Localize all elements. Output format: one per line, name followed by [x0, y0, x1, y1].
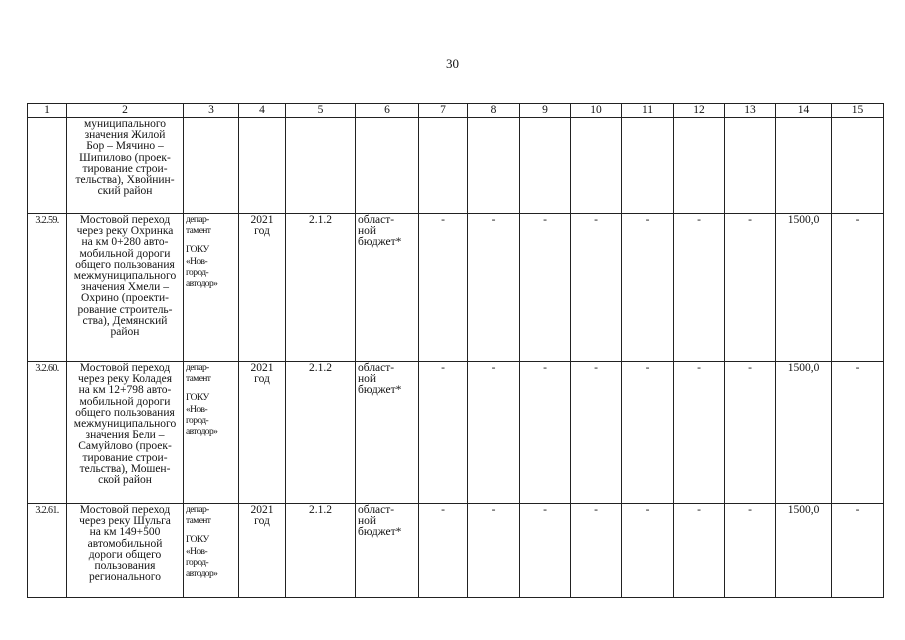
- executor: [184, 214, 239, 362]
- header-cell: 14: [776, 104, 832, 118]
- value-cell: -: [571, 362, 622, 504]
- continuation-row: [28, 118, 884, 214]
- page-number: 30: [446, 56, 459, 71]
- empty-cell: [571, 118, 622, 214]
- table-row: [28, 504, 884, 598]
- table-row: [28, 362, 884, 504]
- value-cell: -: [725, 504, 776, 598]
- value-cell: -: [622, 504, 674, 598]
- program-table: [27, 103, 884, 598]
- amount: 1500,0: [776, 214, 832, 362]
- empty-cell: [832, 118, 884, 214]
- value-cell: -: [832, 362, 884, 504]
- funding-source: област- ной бюджет*: [356, 504, 419, 598]
- header-cell: 15: [832, 104, 884, 118]
- value-cell: -: [419, 362, 468, 504]
- empty-cell: [622, 118, 674, 214]
- empty-cell: [520, 118, 571, 214]
- value-cell: -: [622, 214, 674, 362]
- object-name: Мостовой переход через реку Охринка на км 0+280 авто- мобильной дороги общего пользования межмуниципального значения Хмели – Охрино (проекти- рование строитель- ства), Демянский район: [67, 214, 184, 362]
- header-cell: 3: [184, 104, 239, 118]
- header-cell: 4: [239, 104, 286, 118]
- empty-cell: [725, 118, 776, 214]
- object-name: Мостовой переход через реку Коладея на км 12+798 авто- мобильной дороги общего пользования межмуниципального значения Бели – Самуйлово (проек- тирование строи- тельства), Мошен- ской район: [67, 362, 184, 504]
- value-cell: -: [832, 214, 884, 362]
- header-cell: 11: [622, 104, 674, 118]
- target-code: 2.1.2: [286, 214, 356, 362]
- executor-department: депар- тамент: [186, 505, 211, 527]
- header-cell: 7: [419, 104, 468, 118]
- empty-cell: [419, 118, 468, 214]
- empty-cell: [184, 118, 239, 214]
- executor-goku: ГОКУ «Нов- город- автодор»: [186, 393, 218, 438]
- target-code: 2.1.2: [286, 504, 356, 598]
- value-cell: -: [622, 362, 674, 504]
- year: 2021 год: [239, 362, 286, 504]
- header-cell: 12: [674, 104, 725, 118]
- header-cell: 5: [286, 104, 356, 118]
- value-cell: -: [832, 504, 884, 598]
- header-row: [28, 104, 884, 118]
- row-number: 3.2.59.: [28, 214, 67, 362]
- empty-cell: [28, 118, 67, 214]
- empty-cell: [776, 118, 832, 214]
- executor-department: депар- тамент: [186, 215, 211, 237]
- value-cell: -: [520, 362, 571, 504]
- amount: 1500,0: [776, 362, 832, 504]
- empty-cell: [356, 118, 419, 214]
- value-cell: -: [468, 214, 520, 362]
- header-cell: 6: [356, 104, 419, 118]
- header-cell: 9: [520, 104, 571, 118]
- value-cell: -: [571, 504, 622, 598]
- object-name: муниципального значения Жилой Бор – Мячино – Шипилово (проек- тирование строи- тельства), Хвойнин- ский район: [67, 118, 184, 214]
- row-number: 3.2.61.: [28, 504, 67, 598]
- value-cell: -: [468, 362, 520, 504]
- value-cell: -: [674, 504, 725, 598]
- value-cell: -: [674, 362, 725, 504]
- target-code: 2.1.2: [286, 362, 356, 504]
- header-cell: 1: [28, 104, 67, 118]
- empty-cell: [674, 118, 725, 214]
- empty-cell: [468, 118, 520, 214]
- executor-goku: ГОКУ «Нов- город- автодор»: [186, 245, 218, 290]
- value-cell: -: [419, 214, 468, 362]
- header-cell: 13: [725, 104, 776, 118]
- row-number: 3.2.60.: [28, 362, 67, 504]
- year: 2021 год: [239, 214, 286, 362]
- year: 2021 год: [239, 504, 286, 598]
- empty-cell: [239, 118, 286, 214]
- value-cell: -: [520, 504, 571, 598]
- value-cell: -: [725, 362, 776, 504]
- executor-department: депар- тамент: [186, 363, 211, 385]
- empty-cell: [286, 118, 356, 214]
- header-cell: 8: [468, 104, 520, 118]
- value-cell: -: [468, 504, 520, 598]
- funding-source: област- ной бюджет*: [356, 362, 419, 504]
- value-cell: -: [571, 214, 622, 362]
- amount: 1500,0: [776, 504, 832, 598]
- object-name: Мостовой переход через реку Шульга на км 149+500 автомобильной дороги общего пользования регионального: [67, 504, 184, 598]
- table-row: [28, 214, 884, 362]
- funding-source: област- ной бюджет*: [356, 214, 419, 362]
- value-cell: -: [419, 504, 468, 598]
- value-cell: -: [674, 214, 725, 362]
- header-cell: 2: [67, 104, 184, 118]
- executor: [184, 362, 239, 504]
- header-cell: 10: [571, 104, 622, 118]
- executor: [184, 504, 239, 598]
- executor-goku: ГОКУ «Нов- город- автодор»: [186, 535, 218, 580]
- value-cell: -: [725, 214, 776, 362]
- value-cell: -: [520, 214, 571, 362]
